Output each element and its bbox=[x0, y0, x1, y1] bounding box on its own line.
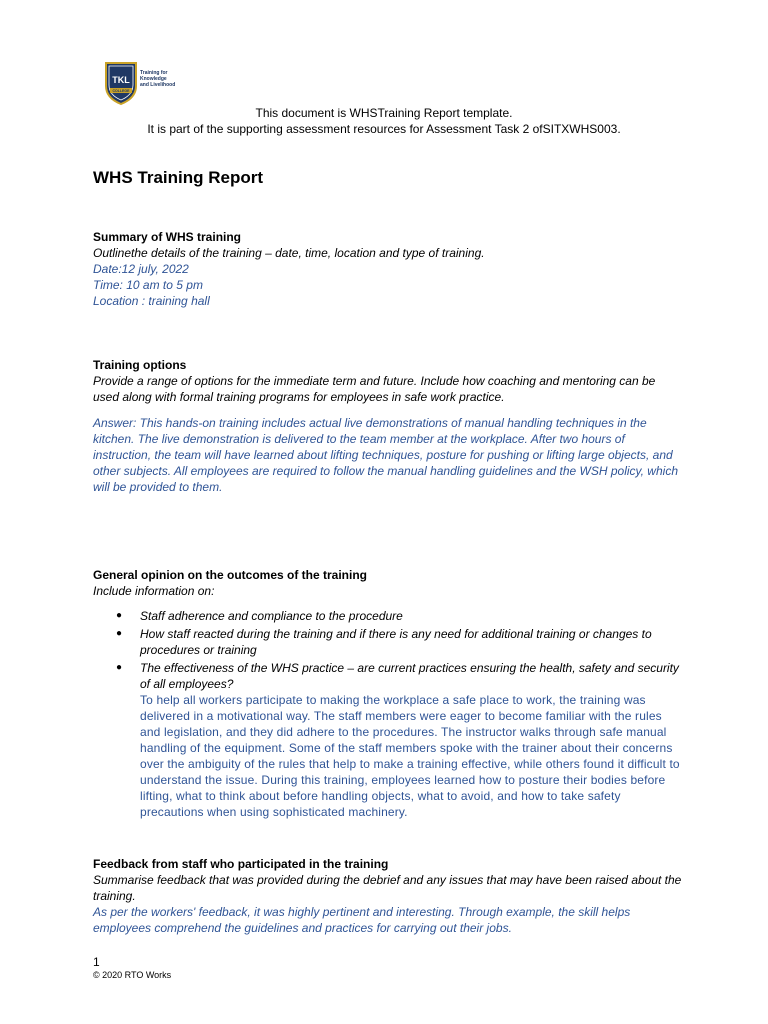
list-item bbox=[93, 626, 683, 658]
feedback-heading: Feedback from staff who participated in the training bbox=[93, 857, 389, 871]
options-instruction: Provide a range of options for the immediate term and future. Include how coaching and mentoring can be used along with formal training programs for employees in safe work practice. bbox=[93, 374, 656, 404]
options-heading: Training options bbox=[93, 358, 187, 372]
opinion-bullet-list bbox=[93, 608, 683, 820]
opinion-section bbox=[93, 567, 683, 822]
bullet-text: The effectiveness of the WHS practice – are current practices ensuring the health, safety and security of all employees? bbox=[140, 661, 679, 691]
bullet-text: How staff reacted during the training and if there is any need for additional training or changes to procedures or training bbox=[140, 627, 652, 657]
opinion-heading: General opinion on the outcomes of the training bbox=[93, 568, 368, 582]
bullet-icon: ● bbox=[116, 628, 123, 639]
training-location: Location : training hall bbox=[93, 294, 210, 308]
list-item bbox=[93, 608, 683, 624]
feedback-answer: As per the workers' feedback, it was highly pertinent and interesting. Through example, the skill helps employees comprehend the guidelines and practices for carrying out their jobs. bbox=[93, 905, 631, 935]
copyright-notice: © 2020 RTO Works bbox=[93, 970, 172, 980]
bullet-text: Staff adherence and compliance to the procedure bbox=[140, 609, 403, 623]
training-options-section bbox=[93, 357, 683, 495]
logo-ribbon-text: COLLEGE bbox=[112, 89, 130, 93]
logo-line-2: Knowledge bbox=[140, 76, 167, 82]
page-number: 1 bbox=[93, 955, 100, 969]
opinion-answer: To help all workers participate to making the workplace a safe place to work, the training was delivered in a motivational way. The staff members were eager to become familiar with the rules and legislation, and they did adhere to the procedures. The instructor walks through safe manual handling of the equipment. Some of the staff members spoke with the trainer about their concerns over the ambiguity of the rules that help to make a training effective, while others found it difficult to understand the issue. During this training, employees learned how to posture their bodies before lifting, what to think about before handling objects, what to avoid, and how to take safety precautions when using sophisticated machinery. bbox=[140, 693, 680, 819]
page-title: WHS Training Report bbox=[93, 168, 263, 187]
summary-section bbox=[93, 229, 683, 309]
opinion-instruction: Include information on: bbox=[93, 584, 215, 598]
intro-line-2: It is part of the supporting assessment resources for Assessment Task 2 ofSITXWHS003. bbox=[147, 122, 621, 136]
bullet-icon: ● bbox=[116, 610, 123, 621]
shield-logo-icon bbox=[104, 60, 138, 106]
summary-instruction: Outlinethe details of the training – date, time, location and type of training. bbox=[93, 246, 485, 260]
training-date: Date:12 july, 2022 bbox=[93, 262, 189, 276]
logo-line-1: Training for bbox=[140, 70, 168, 76]
bullet-icon: ● bbox=[116, 662, 123, 673]
feedback-section bbox=[93, 856, 683, 936]
options-answer: Answer: This hands-on training includes actual live demonstrations of manual handling techniques in the kitchen. The live demonstration is delivered to the team member at the workplace. After two hours of instruction, the team will have learned about lifting techniques, posture for pushing or lifting large objects, and other subjects. All employees are required to follow the manual handling guidelines and the WSH policy, which will be provided to them. bbox=[93, 416, 678, 494]
college-logo bbox=[104, 60, 214, 108]
list-item bbox=[93, 660, 683, 820]
logo-wordmark bbox=[140, 70, 212, 88]
summary-heading: Summary of WHS training bbox=[93, 230, 242, 244]
feedback-instruction: Summarise feedback that was provided during the debrief and any issues that may have been raised about the training. bbox=[93, 873, 682, 903]
logo-initials: TKL bbox=[112, 75, 130, 85]
logo-line-3: and Livelihood bbox=[140, 82, 176, 88]
intro-line-1: This document is WHSTraining Report template. bbox=[255, 106, 513, 120]
training-time: Time: 10 am to 5 pm bbox=[93, 278, 203, 292]
